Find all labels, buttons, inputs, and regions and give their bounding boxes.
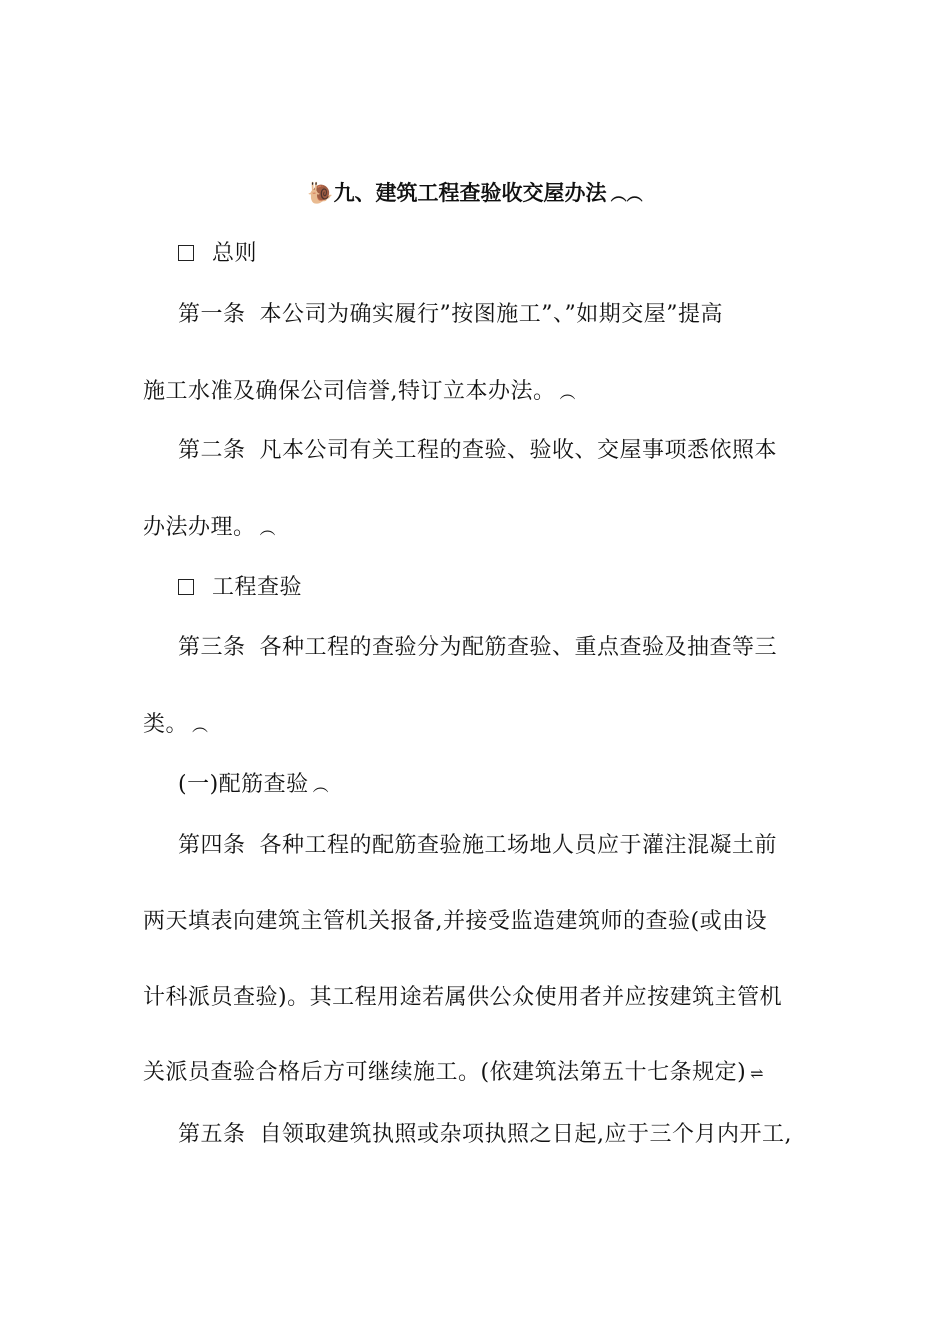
paragraph-mark-icon: ︵︵ [610, 185, 643, 204]
title-text: 九、建筑工程查验收交屋办法 [333, 181, 607, 205]
article-text: 本公司为确实履行”按图施工”、”如期交屋”提高 [259, 302, 724, 327]
subsection-text: (一)配筋查验 [178, 772, 309, 797]
section-heading-inspection [178, 573, 848, 603]
paragraph-mark-icon: ︵ [312, 776, 330, 795]
article-3-line-1 [178, 633, 848, 663]
article-text: 类。 [143, 712, 189, 737]
article-text: 计科派员查验)。其工程用途若属供公众使用者并应按建筑主管机 [143, 985, 783, 1010]
article-label: 第五条 [178, 1122, 246, 1147]
article-label: 第三条 [178, 635, 246, 660]
article-text: 施工水准及确保公司信誉,特订立本办法。 [143, 379, 556, 404]
article-text: 关派员查验合格后方可继续施工。(依建筑法第五十七条规定) [143, 1060, 747, 1085]
article-1-line-1 [178, 300, 848, 330]
checkbox-icon [178, 245, 194, 261]
snail-icon: 🐌 [307, 181, 334, 205]
article-text: 各种工程的配筋查验施工场地人员应于灌注混凝土前 [259, 833, 778, 858]
section-label: 总则 [212, 241, 258, 266]
paragraph-mark-icon: ︵ [559, 383, 577, 402]
article-4-line-1 [178, 831, 848, 861]
subsection-heading [178, 770, 848, 801]
article-3-line-2 [143, 710, 813, 741]
article-2-line-2 [143, 513, 813, 544]
section-label: 工程查验 [212, 575, 303, 600]
article-label: 第四条 [178, 833, 246, 858]
article-text: 自领取建筑执照或杂项执照之日起,应于三个月内开工, [259, 1122, 793, 1147]
line-end-mark-icon: ⇌ [750, 1064, 765, 1083]
article-text: 两天填表向建筑主管机关报备,并接受监造建筑师的查验(或由设 [143, 909, 768, 934]
article-1-line-2 [143, 377, 813, 408]
article-text: 办法办理。 [143, 515, 256, 540]
article-5-line-1 [178, 1120, 848, 1150]
article-2-line-1 [178, 436, 848, 466]
article-text: 各种工程的查验分为配筋查验、重点查验及抽查等三 [259, 635, 778, 660]
article-text: 凡本公司有关工程的查验、验收、交屋事项悉依照本 [259, 438, 778, 463]
article-4-line-3 [143, 983, 813, 1013]
section-heading-general [178, 239, 848, 269]
document-title [0, 178, 950, 210]
paragraph-mark-icon: ︵ [259, 519, 277, 538]
article-4-line-2 [143, 907, 813, 937]
paragraph-mark-icon: ︵ [192, 716, 209, 735]
article-label: 第二条 [178, 438, 246, 463]
checkbox-icon [178, 579, 194, 595]
article-4-line-4 [143, 1058, 813, 1089]
article-label: 第一条 [178, 302, 246, 327]
